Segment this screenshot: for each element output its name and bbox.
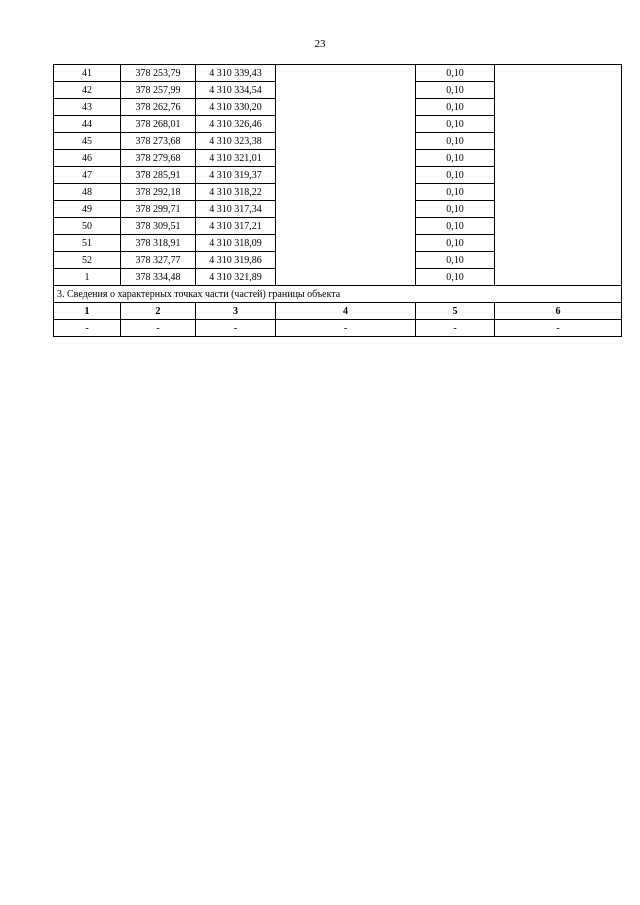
point-number-cell: 46 bbox=[54, 150, 121, 167]
coord-y-cell: 4 310 321,89 bbox=[196, 269, 276, 286]
coord-x-cell: 378 292,18 bbox=[121, 184, 196, 201]
table-row bbox=[54, 99, 622, 116]
error-cell: 0,10 bbox=[416, 269, 495, 286]
table-row bbox=[54, 218, 622, 235]
empty-cell bbox=[495, 133, 622, 150]
section3-header-cell: 3 bbox=[196, 303, 276, 320]
section3-header-cell: 5 bbox=[416, 303, 495, 320]
empty-cell bbox=[276, 252, 416, 269]
error-cell: 0,10 bbox=[416, 184, 495, 201]
error-cell: 0,10 bbox=[416, 82, 495, 99]
coord-x-cell: 378 334,48 bbox=[121, 269, 196, 286]
empty-cell bbox=[495, 201, 622, 218]
table-row bbox=[54, 201, 622, 218]
point-number-cell: 44 bbox=[54, 116, 121, 133]
section3-header-cell: 1 bbox=[54, 303, 121, 320]
section3-data-cell: - bbox=[495, 320, 622, 337]
section3-title: 3. Сведения о характерных точках части (частей) границы объекта bbox=[54, 286, 622, 303]
empty-cell bbox=[276, 116, 416, 133]
error-cell: 0,10 bbox=[416, 150, 495, 167]
table-row bbox=[54, 269, 622, 286]
coord-y-cell: 4 310 326,46 bbox=[196, 116, 276, 133]
point-number-cell: 42 bbox=[54, 82, 121, 99]
point-number-cell: 51 bbox=[54, 235, 121, 252]
empty-cell bbox=[495, 150, 622, 167]
section3-header-cell: 4 bbox=[276, 303, 416, 320]
coord-y-cell: 4 310 318,09 bbox=[196, 235, 276, 252]
error-cell: 0,10 bbox=[416, 201, 495, 218]
section3-header-row bbox=[54, 303, 622, 320]
error-cell: 0,10 bbox=[416, 65, 495, 82]
coord-x-cell: 378 279,68 bbox=[121, 150, 196, 167]
empty-cell bbox=[495, 99, 622, 116]
coord-x-cell: 378 285,91 bbox=[121, 167, 196, 184]
coord-y-cell: 4 310 317,34 bbox=[196, 201, 276, 218]
table-row bbox=[54, 133, 622, 150]
empty-cell bbox=[495, 184, 622, 201]
empty-cell bbox=[276, 82, 416, 99]
section3-header-cell: 6 bbox=[495, 303, 622, 320]
section3-data-cell: - bbox=[416, 320, 495, 337]
table-row bbox=[54, 116, 622, 133]
coord-x-cell: 378 257,99 bbox=[121, 82, 196, 99]
point-number-cell: 50 bbox=[54, 218, 121, 235]
table-row bbox=[54, 65, 622, 82]
section3-header-cell: 2 bbox=[121, 303, 196, 320]
empty-cell bbox=[276, 133, 416, 150]
empty-cell bbox=[276, 184, 416, 201]
point-number-cell: 52 bbox=[54, 252, 121, 269]
section3-data-cell: - bbox=[54, 320, 121, 337]
error-cell: 0,10 bbox=[416, 99, 495, 116]
page-number: 23 bbox=[314, 38, 326, 50]
empty-cell bbox=[495, 269, 622, 286]
error-cell: 0,10 bbox=[416, 235, 495, 252]
empty-cell bbox=[495, 252, 622, 269]
section3-title-row bbox=[54, 286, 622, 303]
empty-cell bbox=[276, 150, 416, 167]
coord-x-cell: 378 327,77 bbox=[121, 252, 196, 269]
coord-y-cell: 4 310 323,38 bbox=[196, 133, 276, 150]
error-cell: 0,10 bbox=[416, 133, 495, 150]
error-cell: 0,10 bbox=[416, 116, 495, 133]
section3-data-cell: - bbox=[276, 320, 416, 337]
table-row bbox=[54, 150, 622, 167]
empty-cell bbox=[276, 235, 416, 252]
table-row bbox=[54, 167, 622, 184]
section3-data-cell: - bbox=[196, 320, 276, 337]
point-number-cell: 47 bbox=[54, 167, 121, 184]
error-cell: 0,10 bbox=[416, 167, 495, 184]
section3-data-row bbox=[54, 320, 622, 337]
coordinates-table bbox=[53, 64, 622, 337]
table-row bbox=[54, 235, 622, 252]
coord-y-cell: 4 310 319,37 bbox=[196, 167, 276, 184]
error-cell: 0,10 bbox=[416, 252, 495, 269]
coord-y-cell: 4 310 321,01 bbox=[196, 150, 276, 167]
point-number-cell: 45 bbox=[54, 133, 121, 150]
coord-x-cell: 378 299,71 bbox=[121, 201, 196, 218]
coord-x-cell: 378 318,91 bbox=[121, 235, 196, 252]
coord-y-cell: 4 310 339,43 bbox=[196, 65, 276, 82]
empty-cell bbox=[276, 99, 416, 116]
coord-y-cell: 4 310 317,21 bbox=[196, 218, 276, 235]
points-table-body bbox=[54, 65, 622, 286]
coord-y-cell: 4 310 318,22 bbox=[196, 184, 276, 201]
empty-cell bbox=[495, 116, 622, 133]
point-number-cell: 41 bbox=[54, 65, 121, 82]
coord-y-cell: 4 310 319,86 bbox=[196, 252, 276, 269]
empty-cell bbox=[276, 269, 416, 286]
point-number-cell: 49 bbox=[54, 201, 121, 218]
coord-x-cell: 378 262,76 bbox=[121, 99, 196, 116]
coord-x-cell: 378 253,79 bbox=[121, 65, 196, 82]
coord-x-cell: 378 273,68 bbox=[121, 133, 196, 150]
empty-cell bbox=[495, 235, 622, 252]
empty-cell bbox=[495, 65, 622, 82]
table-row bbox=[54, 184, 622, 201]
section3-data-cell: - bbox=[121, 320, 196, 337]
empty-cell bbox=[276, 167, 416, 184]
coord-x-cell: 378 268,01 bbox=[121, 116, 196, 133]
empty-cell bbox=[276, 218, 416, 235]
point-number-cell: 1 bbox=[54, 269, 121, 286]
empty-cell bbox=[495, 218, 622, 235]
empty-cell bbox=[495, 82, 622, 99]
empty-cell bbox=[276, 201, 416, 218]
empty-cell bbox=[495, 167, 622, 184]
coord-y-cell: 4 310 330,20 bbox=[196, 99, 276, 116]
point-number-cell: 43 bbox=[54, 99, 121, 116]
table-row bbox=[54, 252, 622, 269]
coord-x-cell: 378 309,51 bbox=[121, 218, 196, 235]
coord-y-cell: 4 310 334,54 bbox=[196, 82, 276, 99]
point-number-cell: 48 bbox=[54, 184, 121, 201]
error-cell: 0,10 bbox=[416, 218, 495, 235]
empty-cell bbox=[276, 65, 416, 82]
table-row bbox=[54, 82, 622, 99]
